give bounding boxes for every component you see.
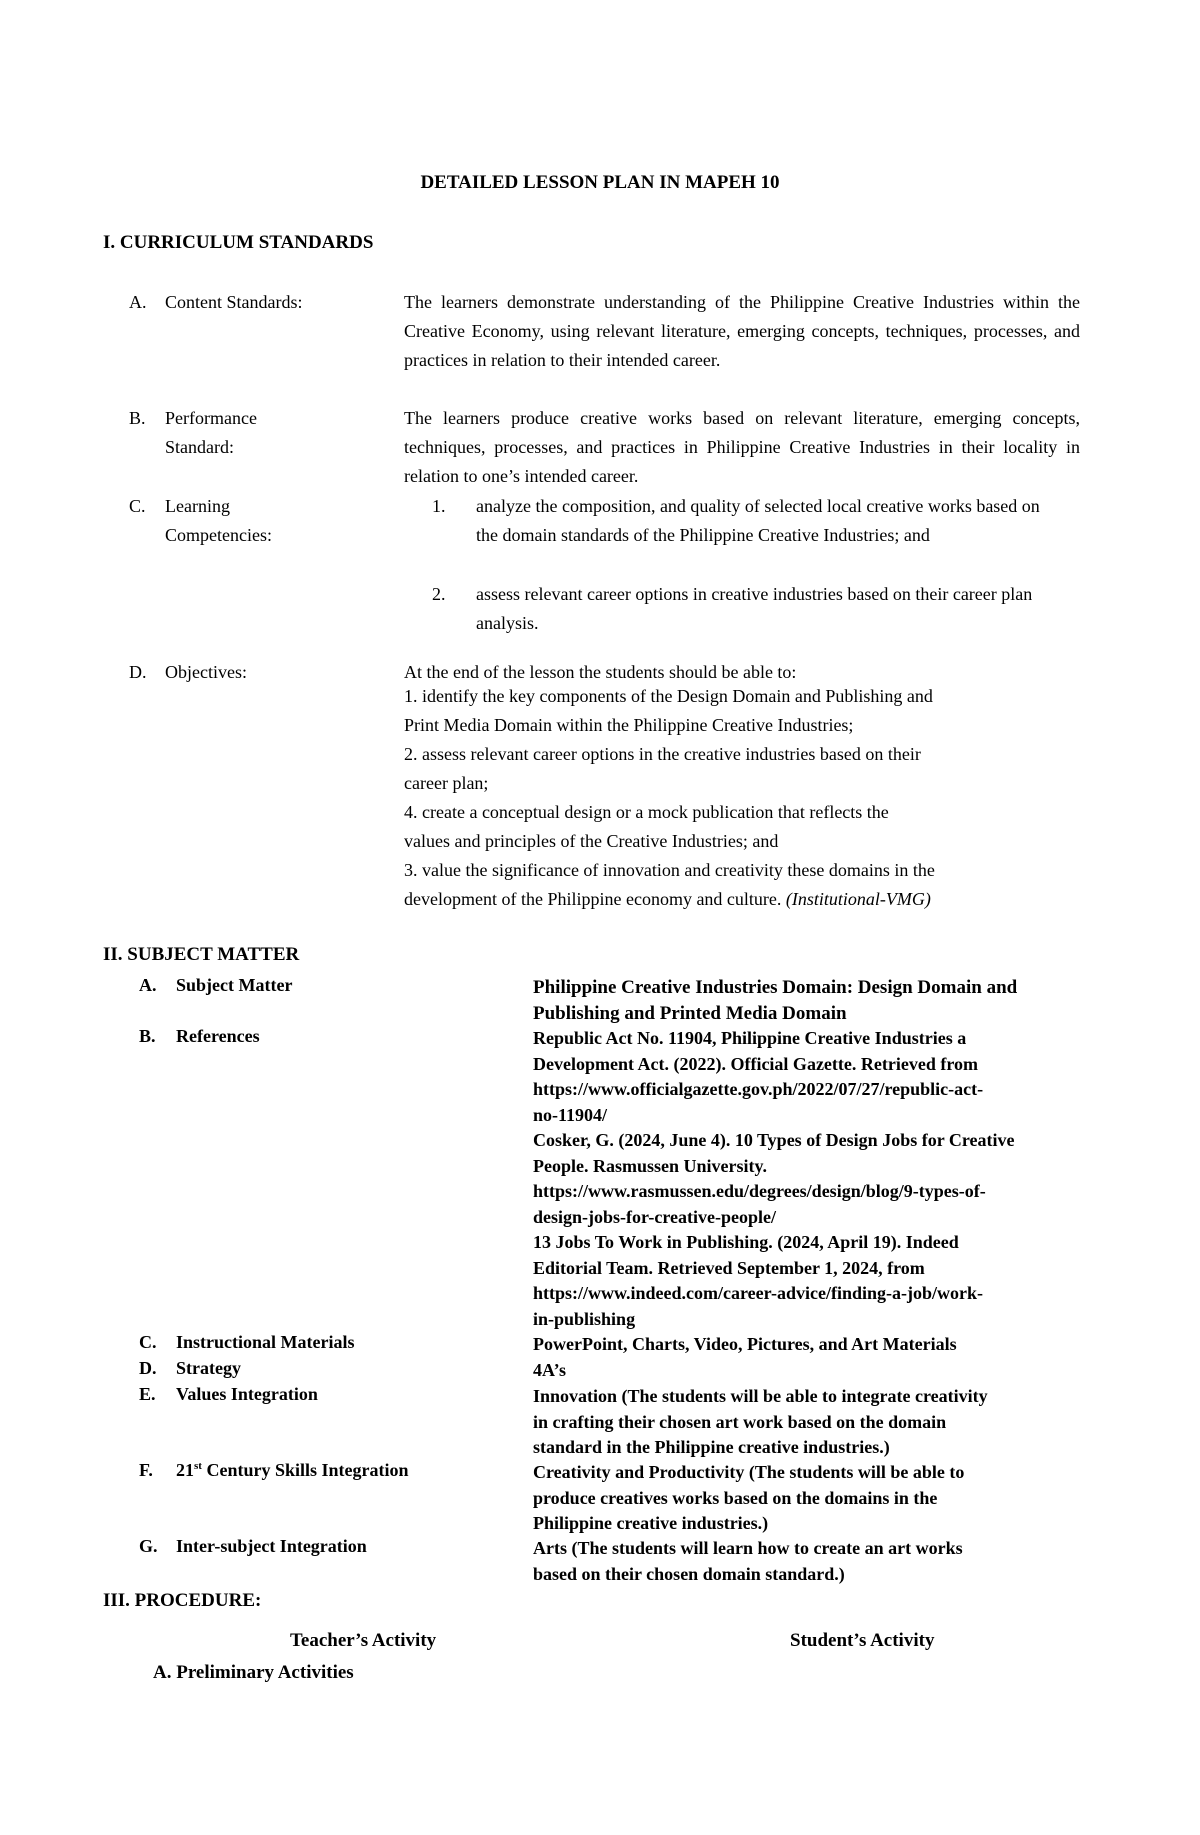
references-label: References <box>176 1026 260 1046</box>
instructional-materials-value <box>533 1332 1133 1358</box>
content-standards-label: Content Standards: <box>165 292 303 312</box>
strategy-letter: D. <box>139 1358 157 1378</box>
values-integration-label: Values Integration <box>176 1384 318 1404</box>
subject-matter-line: Publishing and Printed Media Domain <box>533 1002 847 1024</box>
student-activity-heading: Student’s Activity <box>790 1630 935 1651</box>
section-heading-procedure: III. PROCEDURE: <box>103 1590 262 1611</box>
objective-line: 4. create a conceptual design or a mock publication that reflects the <box>404 802 889 822</box>
century-skills-label-sup: st <box>194 1460 202 1472</box>
learning-competencies-label-1: Learning <box>165 496 230 516</box>
reference-line: Republic Act No. 11904, Philippine Creative Industries a <box>533 1028 967 1048</box>
instructional-materials-letter: C. <box>139 1332 157 1352</box>
content-standards-text: The learners demonstrate understanding of the Philippine Creative Industries within the Creative Economy, using relevant literature, emerging concepts, techniques, processes, and practices in relation to their intended career. <box>404 292 1080 370</box>
values-integration-line: Innovation (The students will be able to integrate creativity <box>533 1386 988 1406</box>
instructional-materials-label: Instructional Materials <box>176 1332 355 1352</box>
values-integration-value <box>533 1384 1133 1461</box>
teacher-activity-heading: Teacher’s Activity <box>290 1630 437 1651</box>
century-skills-label-number: 21 <box>176 1460 194 1480</box>
objectives-intro: At the end of the lesson the students should be able to: <box>404 662 797 682</box>
objective-line: Print Media Domain within the Philippine Creative Industries; <box>404 715 854 735</box>
competency-item: analyze the composition, and quality of selected local creative works based on the domain standards of the Philippine Creative Industries; and <box>476 496 1040 545</box>
document-title: DETAILED LESSON PLAN IN MAPEH 10 <box>420 172 780 193</box>
preliminary-activities-heading: A. Preliminary Activities <box>153 1662 354 1683</box>
section-heading-curriculum-standards: I. CURRICULUM STANDARDS <box>103 232 374 253</box>
institutional-vmg-tag: (Institutional-VMG) <box>785 889 931 909</box>
objectives-label: Objectives: <box>165 662 247 682</box>
reference-line: in-publishing <box>533 1308 636 1329</box>
references-value <box>533 1026 1133 1332</box>
century-skills-label-text: Century Skills Integration <box>201 1460 409 1480</box>
objectives-letter: D. <box>129 662 147 682</box>
reference-line: Editorial Team. Retrieved September 1, 2024, from <box>533 1257 925 1278</box>
performance-standard-label-1: Performance <box>165 408 257 428</box>
subject-matter-value <box>533 975 1133 1026</box>
learning-competencies-label-2: Competencies: <box>165 525 272 545</box>
objective-line: values and principles of the Creative Industries; and <box>404 831 779 851</box>
competency-number: 1. <box>432 496 446 516</box>
subject-matter-line: Philippine Creative Industries Domain: Design Domain and <box>533 977 1018 998</box>
reference-line: https://www.indeed.com/career-advice/finding-a-job/work- <box>533 1283 983 1303</box>
subject-matter-label: Subject Matter <box>176 975 293 995</box>
reference-line: no-11904/ <box>533 1104 608 1125</box>
reference-line: https://www.officialgazette.gov.ph/2022/07/27/republic-act- <box>533 1079 984 1099</box>
objective-line: 1. identify the key components of the Design Domain and Publishing and <box>404 686 933 706</box>
reference-line: Development Act. (2022). Official Gazette. Retrieved from <box>533 1053 979 1074</box>
competency-item: assess relevant career options in creative industries based on their career plan analysis. <box>476 584 1033 633</box>
inter-subject-line: based on their chosen domain standard.) <box>533 1563 845 1584</box>
learning-competencies-letter: C. <box>129 496 146 516</box>
century-skills-line: Creativity and Productivity (The students will be able to <box>533 1462 965 1482</box>
objective-line: career plan; <box>404 773 489 793</box>
values-integration-line: in crafting their chosen art work based on the domain <box>533 1411 947 1432</box>
values-integration-letter: E. <box>139 1384 156 1404</box>
competency-number: 2. <box>432 584 446 604</box>
inter-subject-label: Inter-subject Integration <box>176 1536 367 1556</box>
strategy-value <box>533 1358 1133 1384</box>
inter-subject-value <box>533 1536 1133 1587</box>
reference-line: design-jobs-for-creative-people/ <box>533 1206 776 1227</box>
reference-line: Cosker, G. (2024, June 4). 10 Types of Design Jobs for Creative <box>533 1130 1015 1150</box>
century-skills-line: Philippine creative industries.) <box>533 1513 769 1533</box>
section-heading-subject-matter: II. SUBJECT MATTER <box>103 944 300 965</box>
strategy-line: 4A’s <box>533 1360 566 1380</box>
reference-line: People. Rasmussen University. <box>533 1155 767 1176</box>
objective-line-last <box>404 885 931 914</box>
objective-line: 2. assess relevant career options in the creative industries based on their <box>404 744 921 764</box>
reference-line: 13 Jobs To Work in Publishing. (2024, April 19). Indeed <box>533 1232 959 1252</box>
century-skills-value <box>533 1460 1133 1537</box>
objective-line: 3. value the significance of innovation and creativity these domains in the <box>404 860 935 880</box>
content-standards-letter: A. <box>129 292 147 312</box>
century-skills-line: produce creatives works based on the domains in the <box>533 1487 938 1508</box>
values-integration-line: standard in the Philippine creative industries.) <box>533 1437 890 1457</box>
performance-standard-letter: B. <box>129 408 146 428</box>
performance-standard-label-2: Standard: <box>165 437 234 457</box>
strategy-label: Strategy <box>176 1358 241 1378</box>
objective-last-text: development of the Philippine economy and culture. <box>404 889 782 909</box>
reference-line: https://www.rasmussen.edu/degrees/design/blog/9-types-of- <box>533 1181 986 1201</box>
references-letter: B. <box>139 1026 156 1046</box>
century-skills-label <box>176 1460 408 1481</box>
instructional-materials-line: PowerPoint, Charts, Video, Pictures, and Art Materials <box>533 1334 957 1354</box>
inter-subject-line: Arts (The students will learn how to create an art works <box>533 1538 963 1558</box>
performance-standard-text: The learners produce creative works based on relevant literature, emerging concepts, techniques, processes, and practices in Philippine Creative Industries in their locality in relation to one’s intended career. <box>404 408 1080 486</box>
century-skills-letter: F. <box>139 1460 153 1480</box>
subject-matter-letter: A. <box>139 975 157 995</box>
inter-subject-letter: G. <box>139 1536 158 1556</box>
